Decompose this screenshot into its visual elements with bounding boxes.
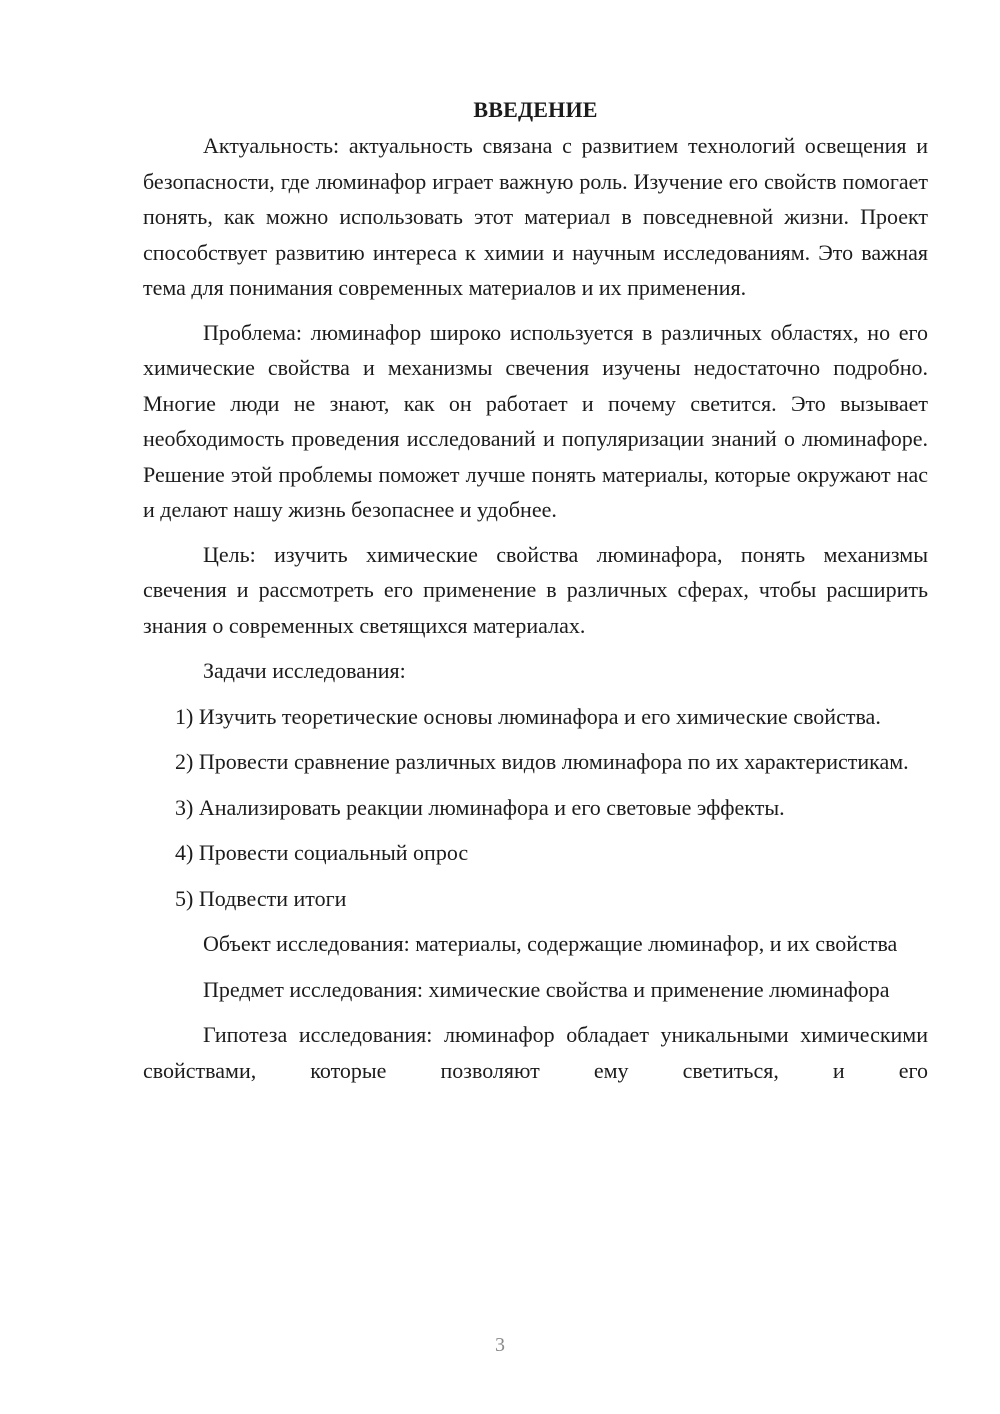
page-number: 3 bbox=[495, 1334, 505, 1356]
paragraph-subject: Предмет исследования: химические свойства и применение люминафора bbox=[203, 976, 890, 1002]
paragraph-goal: Цель: изучить химические свойства люминафора, понять механизмы свечения и рассмотреть его применение в различных сферах, чтобы расширить знания о современных светящихся материалах. bbox=[143, 541, 928, 638]
list-item-task-3: 3) Анализировать реакции люминафора и его световые эффекты. bbox=[175, 794, 785, 820]
paragraph-hypothesis: Гипотеза исследования: люминафор обладает уникальными химическими свойствами, которые позволяют ему светиться, и его bbox=[143, 1022, 928, 1083]
list-item-task-5: 5) Подвести итоги bbox=[175, 885, 347, 911]
paragraph-object: Объект исследования: материалы, содержащие люминафор, и их свойства bbox=[203, 931, 898, 956]
page-title: ВВЕДЕНИЕ bbox=[473, 97, 598, 122]
paragraph-relevance: Актуальность: актуальность связана с развитием технологий освещения и безопасности, где люминафор играет важную роль. Изучение его свойств помогает понять, как можно использовать этот материал в повседневной жизни. Проект способствует развитию интереса к химии и научным исследованиям. Это важная тема для понимания современных материалов и их применения. bbox=[143, 133, 928, 300]
tasks-heading: Задачи исследования: bbox=[203, 658, 406, 683]
list-item-task-2: 2) Провести сравнение различных видов люминафора по их характеристикам. bbox=[175, 749, 909, 774]
list-item-task-1: 1) Изучить теоретические основы люминафора и его химические свойства. bbox=[175, 703, 881, 729]
list-item-task-4: 4) Провести социальный опрос bbox=[175, 840, 469, 865]
document-page bbox=[143, 92, 928, 1088]
paragraph-problem: Проблема: люминафор широко используется в различных областях, но его химические свойства и механизмы свечения изучены недостаточно подробно. Многие люди не знают, как он работает и почему светится. Это вызывает необходимость проведения исследований и популяризации знаний о люминафоре. Решение этой проблемы поможет лучше понять материалы, которые окружают нас и делают нашу жизнь безопаснее и удобнее. bbox=[143, 319, 928, 522]
